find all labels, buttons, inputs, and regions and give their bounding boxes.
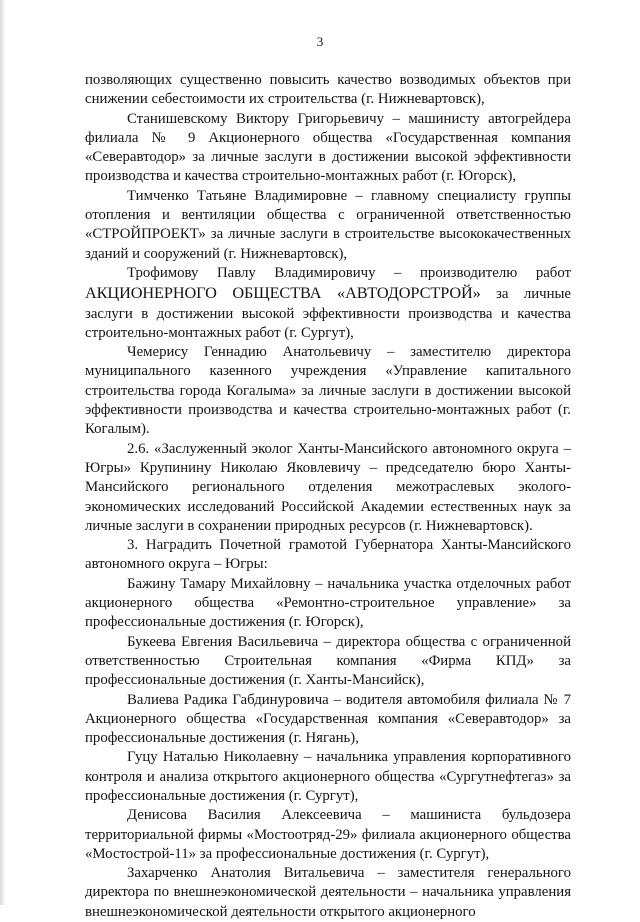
- paragraph: Гуцу Наталью Николаевну – начальника управления корпоративного контроля и анализа открытого акционерного общества «Сургутнефтегаз» за профессиональные достижения (г. Сургут),: [85, 749, 571, 804]
- paragraph: Денисова Василия Алексеевича – машиниста бульдозера территориальной фирмы «Мостоотряд-29» филиала акционерного общества «Мостострой-11» за профессиональные достижения (г. Сургут),: [85, 807, 571, 862]
- page-number: 3: [316, 34, 324, 49]
- paragraph: Валиева Радика Габдинуровича – водителя автомобиля филиала № 7 Акционерного общества «Государственная компания «Северавтодор» за профессиональные достижения (г. Нягань),: [85, 691, 571, 747]
- paragraph: [85, 264, 571, 343]
- paragraph: Букеева Евгения Васильевича – директора общества с ограниченной ответственностью Строительная компания «Фирма КПД» за профессиональные достижения (г. Ханты-Мансийск),: [85, 633, 571, 689]
- paragraph: 3. Наградить Почетной грамотой Губернатора Ханты-Мансийского автономного округа – Югры:: [85, 537, 571, 573]
- paragraph-text: за личные заслуги в достижении высокой эффективности производства и качества строительно-монтажных работ (г. Сургут),: [85, 286, 571, 341]
- document-body: [85, 71, 571, 922]
- paragraph: Тимченко Татьяне Владимировне – главному специалисту группы отопления и вентиляции общества с ограниченной ответственностью «СТРОЙПРОЕКТ» за личные заслуги в строительстве высококачественных зданий и сооружений (г. Нижневартовск),: [85, 187, 571, 262]
- paragraph: Захарченко Анатолия Витальевича – заместителя генерального директора по внешнеэкономической деятельности – начальника управления внешнеэкономической деятельности открытого акционерного: [85, 865, 571, 920]
- page-edge-shadow: [0, 0, 6, 905]
- paragraph: позволяющих существенно повысить качество возводимых объектов при снижении себестоимости их строительства (г. Нижневартовск),: [85, 72, 571, 108]
- paragraph: Чемерису Геннадию Анатольевичу – заместителю директора муниципального казенного учреждения «Управление капитального строительства города Когалыма» за личные заслуги в достижении высокой эффективности производства и качества строительно-монтажных работ (г. Когалым).: [85, 344, 571, 438]
- company-name-caps: АКЦИОНЕРНОГО ОБЩЕСТВА «АВТОДОРСТРОЙ»: [85, 283, 481, 303]
- paragraph: Станишевскому Виктору Григорьевичу – машинисту автогрейдера филиала № 9 Акционерного общества «Государственная компания «Северавтодор» за личные заслуги в достижении высокой эффективности производства и качества строительно-монтажных работ (г. Югорск),: [85, 110, 571, 185]
- paragraph: 2.6. «Заслуженный эколог Ханты-Мансийского автономного округа – Югры» Крупинину Николаю Яковлевичу – председателю бюро Ханты-Мансийского регионального отделения межотраслевых эколого-экономических исследований Российской Академии естественных наук за личные заслуги в сохранении природных ресурсов (г. Нижневартовск).: [85, 440, 571, 534]
- paragraph-text: Трофимову Павлу Владимировичу – производителю работ: [127, 264, 571, 281]
- paragraph: Бажину Тамару Михайловну – начальника участка отделочных работ акционерного общества «Ремонтно-строительное управление» за профессиональные достижения (г. Югорск),: [85, 575, 571, 631]
